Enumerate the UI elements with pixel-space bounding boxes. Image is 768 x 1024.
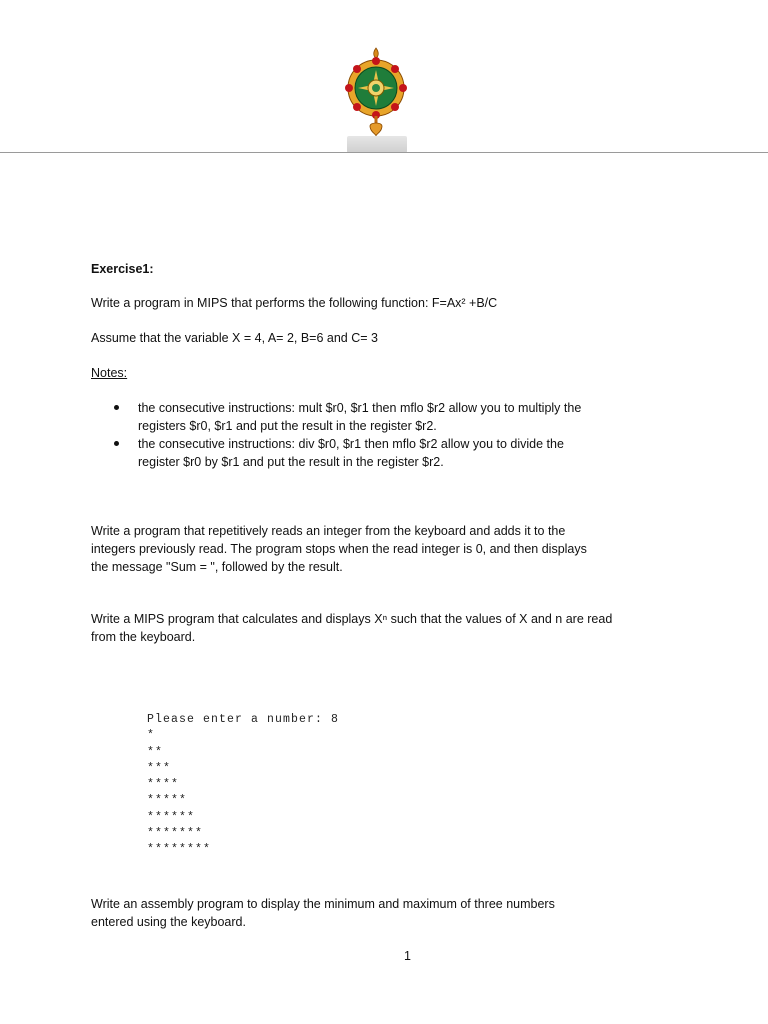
exercise-title: Exercise1: xyxy=(91,262,154,276)
bullet-icon xyxy=(114,441,119,446)
paragraph-line: from the keyboard. xyxy=(91,630,196,644)
output-prompt: Please enter a number: 8 xyxy=(147,713,340,726)
paragraph-line: entered using the keyboard. xyxy=(91,915,246,929)
page-number: 1 xyxy=(404,949,411,963)
output-row: ** xyxy=(147,745,164,759)
paragraph-line: the message "Sum = ", followed by the result. xyxy=(91,560,343,574)
sample-output xyxy=(147,712,339,859)
task3-paragraph xyxy=(91,610,691,646)
note-line: the consecutive instructions: div $r0, $r1 then mflo $r2 allow you to divide the xyxy=(138,437,564,451)
paragraph-line: Write a MIPS program that calculates and displays Xⁿ such that the values of X and n are read xyxy=(91,612,613,626)
emblem-pedestal xyxy=(347,136,407,153)
note-line: the consecutive instructions: mult $r0, $r1 then mflo $r2 allow you to multiply the xyxy=(138,401,582,415)
paragraph-line: Write a program that repetitively reads an integer from the keyboard and adds it to the xyxy=(91,524,566,538)
output-row: * xyxy=(147,729,156,743)
task2-paragraph xyxy=(91,522,691,576)
output-row: **** xyxy=(147,778,180,792)
task1-text: Write a program in MIPS that performs the following function: F=Ax² +B/C xyxy=(91,296,498,310)
note-line: register $r0 by $r1 and put the result in the register $r2. xyxy=(138,455,444,469)
task4-paragraph xyxy=(91,895,691,931)
assume-text: Assume that the variable X = 4, A= 2, B=6 and C= 3 xyxy=(91,331,378,345)
header-divider xyxy=(0,152,768,153)
paragraph-line: integers previously read. The program stops when the read integer is 0, and then displays xyxy=(91,542,587,556)
paragraph-line: Write an assembly program to display the minimum and maximum of three numbers xyxy=(91,897,555,911)
notes-label: Notes: xyxy=(91,366,128,380)
list-item xyxy=(110,435,680,471)
notes-list xyxy=(110,399,680,471)
note-line: registers $r0, $r1 and put the result in the register $r2. xyxy=(138,419,437,433)
output-row: ******** xyxy=(147,843,212,857)
output-row: ****** xyxy=(147,810,196,824)
bullet-icon xyxy=(114,405,119,410)
output-row: ***** xyxy=(147,794,188,808)
list-item xyxy=(110,399,680,435)
output-row: ******* xyxy=(147,827,204,841)
output-row: *** xyxy=(147,761,172,775)
